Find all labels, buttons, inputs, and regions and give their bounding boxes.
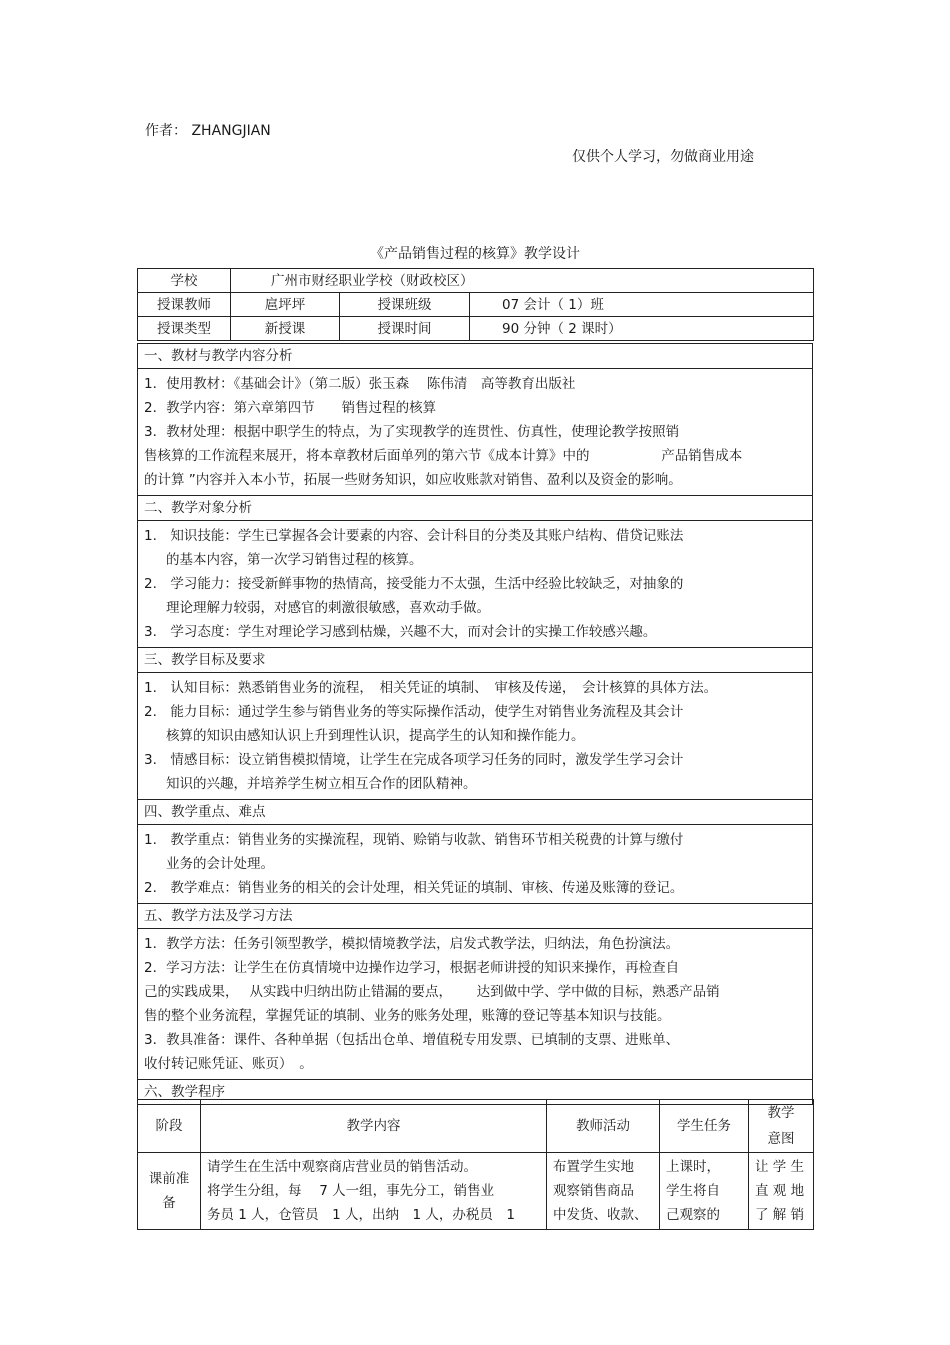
teacher-label: 授课教师	[138, 293, 231, 317]
section-line: 己的实践成果， 从实践中归纳出防止错漏的要点， 达到做中学、学中做的目标，熟悉产品销	[144, 984, 720, 1000]
intent-line: 了 解 销	[755, 1207, 805, 1223]
section-body	[138, 929, 813, 1080]
stage-cell	[138, 1153, 201, 1230]
intent-cell	[749, 1153, 814, 1230]
section-line: 2. 能力目标：通过学生参与销售业务的等实际操作活动，使学生对销售业务流程及其会计	[144, 704, 684, 720]
section-line: 2．学习方法：让学生在仿真情境中边操作边学习，根据老师讲授的知识来操作，再检查自	[144, 960, 680, 976]
content-line: 将学生分组，每 7 人一组，事先分工，销售业	[207, 1183, 495, 1199]
section-line: 2．教学内容：第六章第四节 销售过程的核算	[144, 400, 437, 416]
section-line: 1．使用教材：《基础会计》（第二版）张玉森 陈伟清 高等教育出版社	[144, 376, 576, 392]
document-title: 《产品销售过程的核算》教学设计	[370, 246, 580, 262]
info-row-teacher	[138, 293, 814, 317]
time-label: 授课时间	[340, 317, 470, 341]
teacher-line: 中发货、收款、	[553, 1207, 648, 1223]
procedure-header-row	[138, 1100, 814, 1153]
section-heading: 六、教学程序	[138, 1080, 813, 1105]
time-value: 90 分钟（ 2 课时）	[470, 317, 814, 341]
intent-line: 让 学 生	[755, 1159, 805, 1175]
section-line: 业务的会计处理。	[166, 856, 274, 872]
header-content: 教学内容	[201, 1100, 547, 1153]
type-value: 新授课	[231, 317, 340, 341]
info-row-type	[138, 317, 814, 341]
section-line: 3. 学习态度：学生对理论学习感到枯燥，兴趣不大，而对会计的实操工作较感兴趣。	[144, 624, 657, 640]
section-heading: 三、教学目标及要求	[138, 648, 813, 673]
content-cell	[201, 1153, 547, 1230]
teacher-cell	[547, 1153, 660, 1230]
teacher-line: 观察销售商品	[553, 1183, 634, 1199]
info-table	[137, 268, 814, 341]
class-label: 授课班级	[340, 293, 470, 317]
section-body	[138, 521, 813, 648]
student-line: 上课时，	[666, 1159, 720, 1175]
procedure-row	[138, 1153, 814, 1230]
section-line: 3．教具准备：课件、各种单据（包括出仓单、增值税专用发票、已填制的支票、进账单、	[144, 1032, 680, 1048]
section-heading: 五、教学方法及学习方法	[138, 904, 813, 929]
class-value: 07 会计（ 1）班	[470, 293, 814, 317]
section-line: 3. 情感目标：设立销售模拟情境，让学生在完成各项学习任务的同时，激发学生学习会计	[144, 752, 684, 768]
section-body	[138, 673, 813, 800]
section-heading: 二、教学对象分析	[138, 496, 813, 521]
section-line: 售核算的工作流程来展开，将本章教材后面单列的第六节《成本计算》中的 产品销售成本	[144, 448, 743, 464]
section-heading: 四、教学重点、难点	[138, 800, 813, 825]
stage-line: 备	[162, 1195, 176, 1211]
sections-table	[137, 343, 813, 1105]
section-line: 售的整个业务流程，掌握凭证的填制、业务的账务处理，账簿的登记等基本知识与技能。	[144, 1008, 671, 1024]
teacher-line: 布置学生实地	[553, 1159, 634, 1175]
content-line: 务员 1 人，仓管员 1 人，出纳 1 人，办税员 1	[207, 1207, 516, 1223]
intent-line: 直 观 地	[755, 1183, 805, 1199]
info-row-school	[138, 269, 814, 293]
stage-line: 课前准	[148, 1171, 190, 1187]
section-line: 核算的知识由感知认识上升到理性认识，提高学生的认知和操作能力。	[166, 728, 585, 744]
student-cell	[660, 1153, 749, 1230]
section-line: 1. 认知目标：熟悉销售业务的流程， 相关凭证的填制、 审核及传递， 会计核算的具体方法。	[144, 680, 718, 696]
student-line: 学生将自	[666, 1183, 720, 1199]
section-line: 3．教材处理：根据中职学生的特点，为了实现教学的连贯性、仿真性，使理论教学按照销	[144, 424, 680, 440]
header-teacher: 教师活动	[547, 1100, 660, 1153]
section-heading: 一、教材与教学内容分析	[138, 344, 813, 369]
teacher-value: 扈坪坪	[231, 293, 340, 317]
header-student: 学生任务	[660, 1100, 749, 1153]
content-line: 请学生在生活中观察商店营业员的销售活动。	[207, 1159, 477, 1175]
header-intent	[749, 1100, 814, 1153]
header-stage: 阶段	[138, 1100, 201, 1153]
school-label: 学校	[138, 269, 231, 293]
section-line: 1. 教学重点：销售业务的实操流程，现销、赊销与收款、销售环节相关税费的计算与缴付	[144, 832, 684, 848]
section-body	[138, 369, 813, 496]
usage-notice: 仅供个人学习，勿做商业用途	[572, 149, 754, 165]
section-line: 知识的兴趣，并培养学生树立相互合作的团队精神。	[166, 776, 477, 792]
section-line: 收付转记账凭证、账页） 。	[144, 1056, 313, 1072]
header-intent-line1: 教学	[767, 1105, 795, 1121]
section-line: 理论理解力较弱，对感官的刺激很敏感，喜欢动手做。	[166, 600, 490, 616]
section-line: 1．教学方法：任务引领型教学，模拟情境教学法，启发式教学法，归纳法，角色扮演法。	[144, 936, 680, 952]
student-line: 己观察的	[666, 1207, 720, 1223]
section-line: 2. 学习能力：接受新鲜事物的热情高，接受能力不太强，生活中经验比较缺乏，对抽象的	[144, 576, 684, 592]
school-value: 广州市财经职业学校（财政校区）	[231, 269, 814, 293]
section-line: 2. 教学难点：销售业务的相关的会计处理，相关凭证的填制、审核、传递及账簿的登记。	[144, 880, 684, 896]
section-line: 的基本内容，第一次学习销售过程的核算。	[166, 552, 423, 568]
type-label: 授课类型	[138, 317, 231, 341]
section-line: 1. 知识技能：学生已掌握各会计要素的内容、会计科目的分类及其账户结构、借贷记账法	[144, 528, 684, 544]
section-body	[138, 825, 813, 904]
author-line: 作者： ZHANGJIAN	[145, 123, 271, 139]
header-intent-line2: 意图	[767, 1131, 795, 1147]
procedure-table	[137, 1099, 814, 1230]
section-line: 的计算 ”内容并入本小节，拓展一些财务知识，如应收账款对销售、盈利以及资金的影响。	[144, 472, 682, 488]
